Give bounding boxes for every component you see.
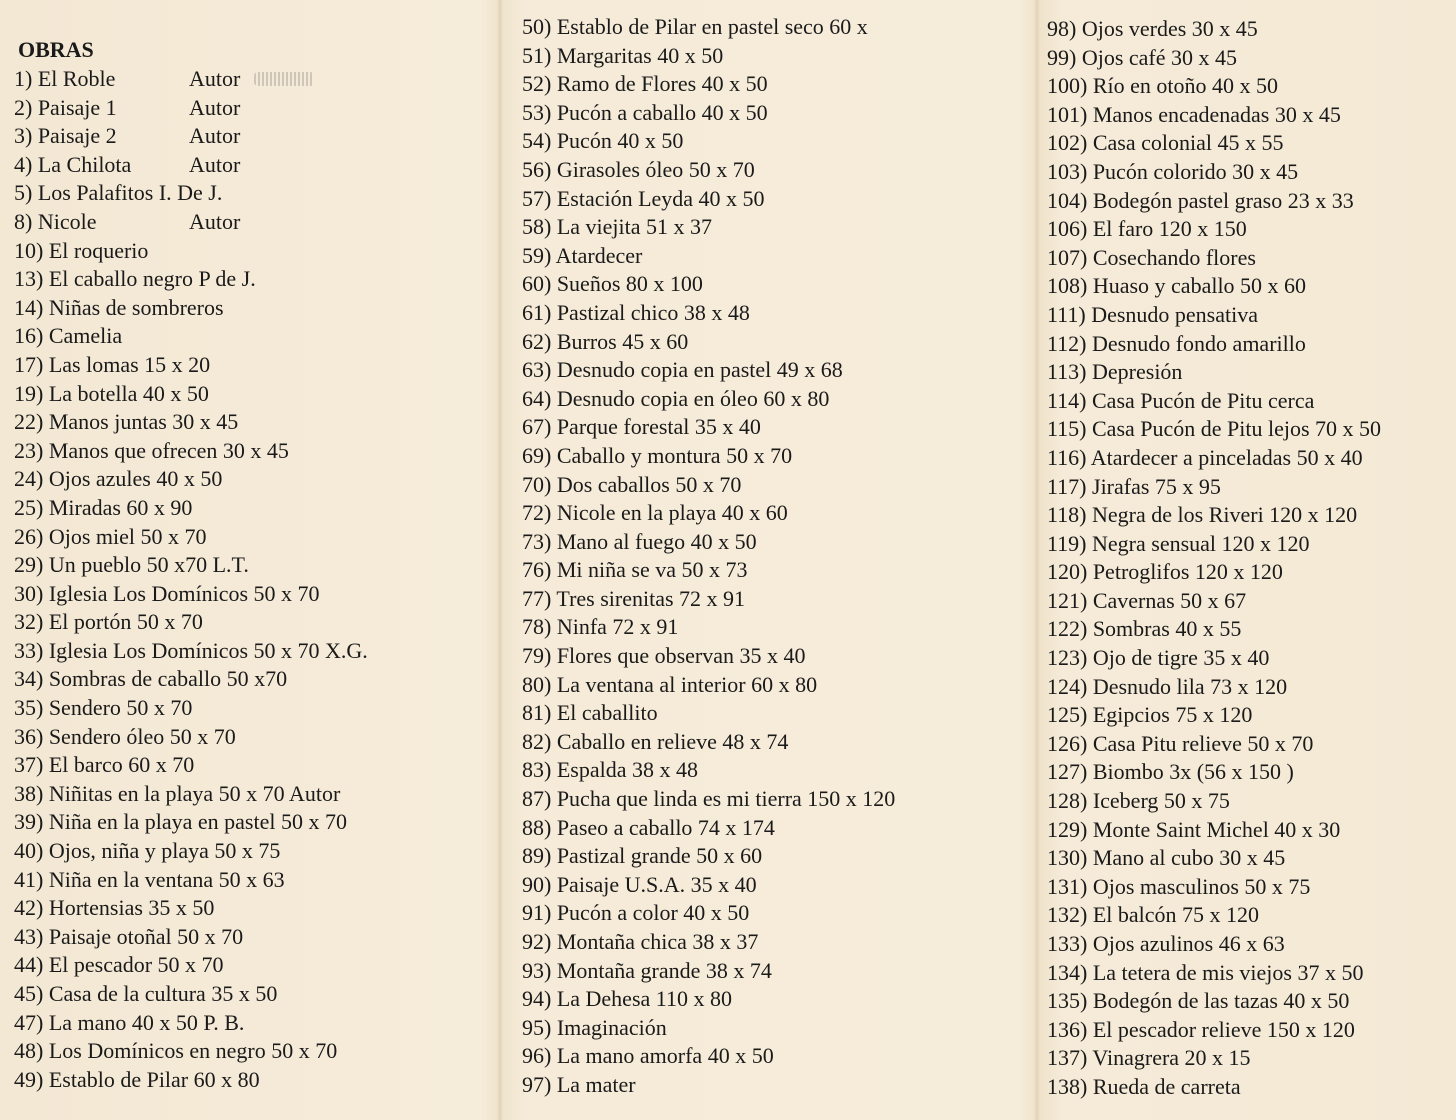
artwork-title: 26) Ojos miel 50 x 70 [14,523,207,549]
artwork-list-item: 111) Desnudo pensativa [1047,301,1258,327]
artwork-list-item: 63) Desnudo copia en pastel 49 x 68 [522,357,843,383]
artwork-title: 38) Niñitas en la playa 50 x 70 Autor [14,780,341,806]
artwork-list-item: 70) Dos caballos 50 x 70 [522,471,742,497]
artwork-list-item: 126) Casa Pitu relieve 50 x 70 [1047,730,1314,756]
artwork-list-item: 131) Ojos masculinos 50 x 75 [1047,873,1311,899]
artwork-list-item: 97) La mater [522,1071,636,1097]
artwork-author: Autor [189,66,241,91]
artwork-list-item: 98) Ojos verdes 30 x 45 [1047,16,1258,41]
artwork-title: 40) Ojos, niña y playa 50 x 75 [14,838,281,864]
artwork-list-item: 82) Caballo en relieve 48 x 74 [522,728,789,754]
artwork-list-item: 59) Atardecer [522,242,643,268]
artwork-list-item: 58) La viejita 51 x 37 [522,214,713,240]
artwork-list-item: 88) Paseo a caballo 74 x 174 [522,814,775,840]
artwork-title: 24) Ojos azules 40 x 50 [14,466,223,492]
column-left [14,36,368,1094]
artwork-list-item [14,751,195,780]
artwork-list-item [14,408,239,437]
artwork-list-item [14,237,149,266]
artwork-author: Autor [189,151,241,177]
column-right [1047,15,1381,1102]
artwork-list-item: 114) Casa Pucón de Pitu cerca [1047,387,1315,413]
artwork-title: 35) Sendero 50 x 70 [14,695,193,721]
artwork-list-item [14,122,241,151]
artwork-list-item: 119) Negra sensual 120 x 120 [1047,530,1310,556]
artwork-title: 10) El roquerio [14,237,149,263]
artwork-list-item [14,723,236,752]
artwork-list-item: 108) Huaso y caballo 50 x 60 [1047,273,1307,299]
artwork-list-item: 120) Petroglifos 120 x 120 [1047,559,1283,585]
artwork-list-item: 79) Flores que observan 35 x 40 [522,643,806,669]
artwork-list-item: 104) Bodegón pastel graso 23 x 33 [1047,187,1354,213]
obras-heading: OBRAS [18,37,94,62]
artwork-list-item [14,951,224,980]
artwork-list-item: 100) Río en otoño 40 x 50 [1047,73,1278,99]
artwork-list-item [14,894,215,923]
artwork-list-item: 134) La tetera de mis viejos 37 x 50 [1047,959,1364,985]
artwork-list-item [14,980,278,1009]
artwork-list-item: 113) Depresión [1047,359,1183,385]
artwork-title: 41) Niña en la ventana 50 x 63 [14,866,285,892]
artwork-list-item [14,179,223,208]
artwork-list-item: 80) La ventana al interior 60 x 80 [522,671,818,697]
artwork-title: 39) Niña en la playa en pastel 50 x 70 [14,809,347,835]
artwork-title: 1) El Roble [14,66,116,91]
artwork-title: 4) La Chilota [14,151,132,177]
artwork-list-item: 54) Pucón 40 x 50 [522,128,684,154]
artwork-list-item [14,65,241,94]
artwork-author: Autor [189,123,241,149]
fold-line-left [497,0,503,1120]
artwork-list-item [14,494,193,523]
artwork-title: 48) Los Domínicos en negro 50 x 70 [14,1038,338,1064]
column-middle [522,13,895,1100]
artwork-list-item: 62) Burros 45 x 60 [522,328,689,354]
artwork-list-item [14,837,281,866]
artwork-list-item: 89) Pastizal grande 50 x 60 [522,843,763,869]
artwork-list-item: 87) Pucha que linda es mi tierra 150 x 120 [522,786,896,812]
artwork-title: 44) El pescador 50 x 70 [14,952,224,978]
artwork-list-item: 128) Iceberg 50 x 75 [1047,788,1230,814]
artwork-list-item: 122) Sombras 40 x 55 [1047,616,1242,642]
artwork-list-item: 57) Estación Leyda 40 x 50 [522,185,765,211]
artwork-list-item [14,608,203,637]
artwork-list-item: 77) Tres sirenitas 72 x 91 [522,585,746,611]
artwork-list-item: 118) Negra de los Riveri 120 x 120 [1047,502,1358,528]
artwork-list-item: 115) Casa Pucón de Pitu lejos 70 x 50 [1047,416,1382,442]
artwork-title: 49) Establo de Pilar 60 x 80 [14,1066,260,1092]
artwork-list-item [14,808,347,837]
artwork-title: 30) Iglesia Los Domínicos 50 x 70 [14,580,320,606]
artwork-list-item: 106) El faro 120 x 150 [1047,216,1247,242]
artwork-list-item: 107) Cosechando flores [1047,244,1256,270]
artwork-title: 13) El caballo negro P de J. [14,266,256,292]
artwork-list-item: 91) Pucón a color 40 x 50 [522,900,750,926]
artwork-list-item: 99) Ojos café 30 x 45 [1047,44,1238,70]
artwork-list-item [14,265,256,294]
artwork-list-item [14,780,341,809]
artwork-list-item: 129) Monte Saint Michel 40 x 30 [1047,816,1341,842]
artwork-list-item: 103) Pucón colorido 30 x 45 [1047,158,1299,184]
artwork-list-item: 73) Mano al fuego 40 x 50 [522,528,757,554]
artwork-list-item [14,465,223,494]
artwork-list-item: 93) Montaña grande 38 x 74 [522,957,772,983]
artwork-title: 23) Manos que ofrecen 30 x 45 [14,437,289,463]
artwork-list-item [14,866,285,895]
fold-line-right [1034,0,1040,1120]
artwork-list-item: 67) Parque forestal 35 x 40 [522,414,761,440]
artwork-title: 22) Manos juntas 30 x 45 [14,409,239,435]
artwork-list-item: 72) Nicole en la playa 40 x 60 [522,500,788,526]
artwork-list-item: 78) Ninfa 72 x 91 [522,614,679,640]
artwork-list-item: 102) Casa colonial 45 x 55 [1047,130,1284,156]
artwork-title: 47) La mano 40 x 50 P. B. [14,1009,245,1035]
artwork-title: 19) La botella 40 x 50 [14,380,209,406]
artwork-list-item: 112) Desnudo fondo amarillo [1047,330,1306,356]
artwork-list-item: 61) Pastizal chico 38 x 48 [522,299,750,325]
artwork-title: 16) Camelia [14,323,123,349]
artwork-list-item [14,1037,338,1066]
artwork-list-item: 96) La mano amorfa 40 x 50 [522,1043,774,1069]
artwork-list-item: 90) Paisaje U.S.A. 35 x 40 [522,871,757,897]
ink-smudge [254,72,314,86]
artwork-list-item: 95) Imaginación [522,1014,667,1040]
artwork-list-item [14,322,123,351]
artwork-title: 32) El portón 50 x 70 [14,609,203,635]
artwork-list-item [14,580,320,609]
artwork-list-item [14,437,289,466]
artwork-list-item: 94) La Dehesa 110 x 80 [522,986,732,1012]
artwork-list-item: 76) Mi niña se va 50 x 73 [522,557,748,583]
artwork-title: 17) Las lomas 15 x 20 [14,351,211,377]
artwork-title: 2) Paisaje 1 [14,94,117,120]
artwork-list-item: 121) Cavernas 50 x 67 [1047,587,1247,613]
artwork-list-item [14,694,193,723]
artwork-list-item: 83) Espalda 38 x 48 [522,757,698,783]
artwork-list-item: 56) Girasoles óleo 50 x 70 [522,156,755,182]
artwork-list-item: 124) Desnudo lila 73 x 120 [1047,673,1288,699]
artwork-title: 34) Sombras de caballo 50 x70 [14,666,288,692]
artwork-list-item: 125) Egipcios 75 x 120 [1047,702,1253,728]
artwork-list-item: 60) Sueños 80 x 100 [522,271,703,297]
artwork-title: 42) Hortensias 35 x 50 [14,895,215,921]
artwork-list-item [14,1066,260,1095]
artwork-title: 33) Iglesia Los Domínicos 50 x 70 X.G. [14,637,368,663]
artwork-list-item: 138) Rueda de carreta [1047,1073,1241,1099]
artwork-list-item [14,923,244,952]
artwork-title: 8) Nicole [14,208,97,234]
artwork-list-item: 52) Ramo de Flores 40 x 50 [522,71,768,97]
artwork-list-item: 132) El balcón 75 x 120 [1047,902,1260,928]
artwork-list-item: 64) Desnudo copia en óleo 60 x 80 [522,385,830,411]
artwork-list-item: 53) Pucón a caballo 40 x 50 [522,99,768,125]
artwork-list-item [14,208,241,237]
artwork-title: 37) El barco 60 x 70 [14,752,195,778]
artwork-title: 25) Miradas 60 x 90 [14,494,193,520]
artwork-list-item: 135) Bodegón de las tazas 40 x 50 [1047,988,1350,1014]
artwork-list-item [14,94,241,123]
artwork-title: 43) Paisaje otoñal 50 x 70 [14,923,244,949]
artwork-author: Autor [189,208,241,234]
artwork-list-item: 130) Mano al cubo 30 x 45 [1047,845,1286,871]
artwork-list-item: 81) El caballito [522,700,658,726]
artwork-list-item: 116) Atardecer a pinceladas 50 x 40 [1047,444,1363,470]
artwork-title: 29) Un pueblo 50 x70 L.T. [14,552,249,578]
artwork-list-item [14,665,288,694]
artwork-list-item: 133) Ojos azulinos 46 x 63 [1047,931,1285,956]
artwork-list-item [14,351,211,380]
artwork-list-item: 69) Caballo y montura 50 x 70 [522,442,793,468]
artwork-list-item [14,1009,245,1038]
artwork-title: 14) Niñas de sombreros [14,294,224,320]
artwork-list-item: 50) Establo de Pilar en pastel seco 60 x [522,14,868,39]
artwork-author: Autor [189,94,241,120]
artwork-list-item: 92) Montaña chica 38 x 37 [522,929,759,954]
artwork-title: 5) Los Palafitos I. De J. [14,180,223,206]
artwork-list-item: 101) Manos encadenadas 30 x 45 [1047,101,1341,127]
artwork-list-item: 127) Biombo 3x (56 x 150 ) [1047,759,1294,785]
artwork-list-item [14,523,207,552]
artwork-list-item [14,151,241,180]
artwork-title: 3) Paisaje 2 [14,123,117,149]
artwork-list-item: 136) El pescador relieve 150 x 120 [1047,1016,1355,1042]
artwork-list-item [14,551,249,580]
artwork-title: 45) Casa de la cultura 35 x 50 [14,981,278,1006]
artwork-list-item: 123) Ojo de tigre 35 x 40 [1047,645,1270,671]
artwork-list-item [14,637,368,666]
artwork-title: 36) Sendero óleo 50 x 70 [14,723,236,749]
artwork-list-item [14,380,209,409]
artwork-list-item: 51) Margaritas 40 x 50 [522,42,724,68]
artwork-list-item [14,294,224,323]
artwork-list-item: 137) Vinagrera 20 x 15 [1047,1045,1251,1071]
artwork-list-item: 117) Jirafas 75 x 95 [1047,473,1221,499]
